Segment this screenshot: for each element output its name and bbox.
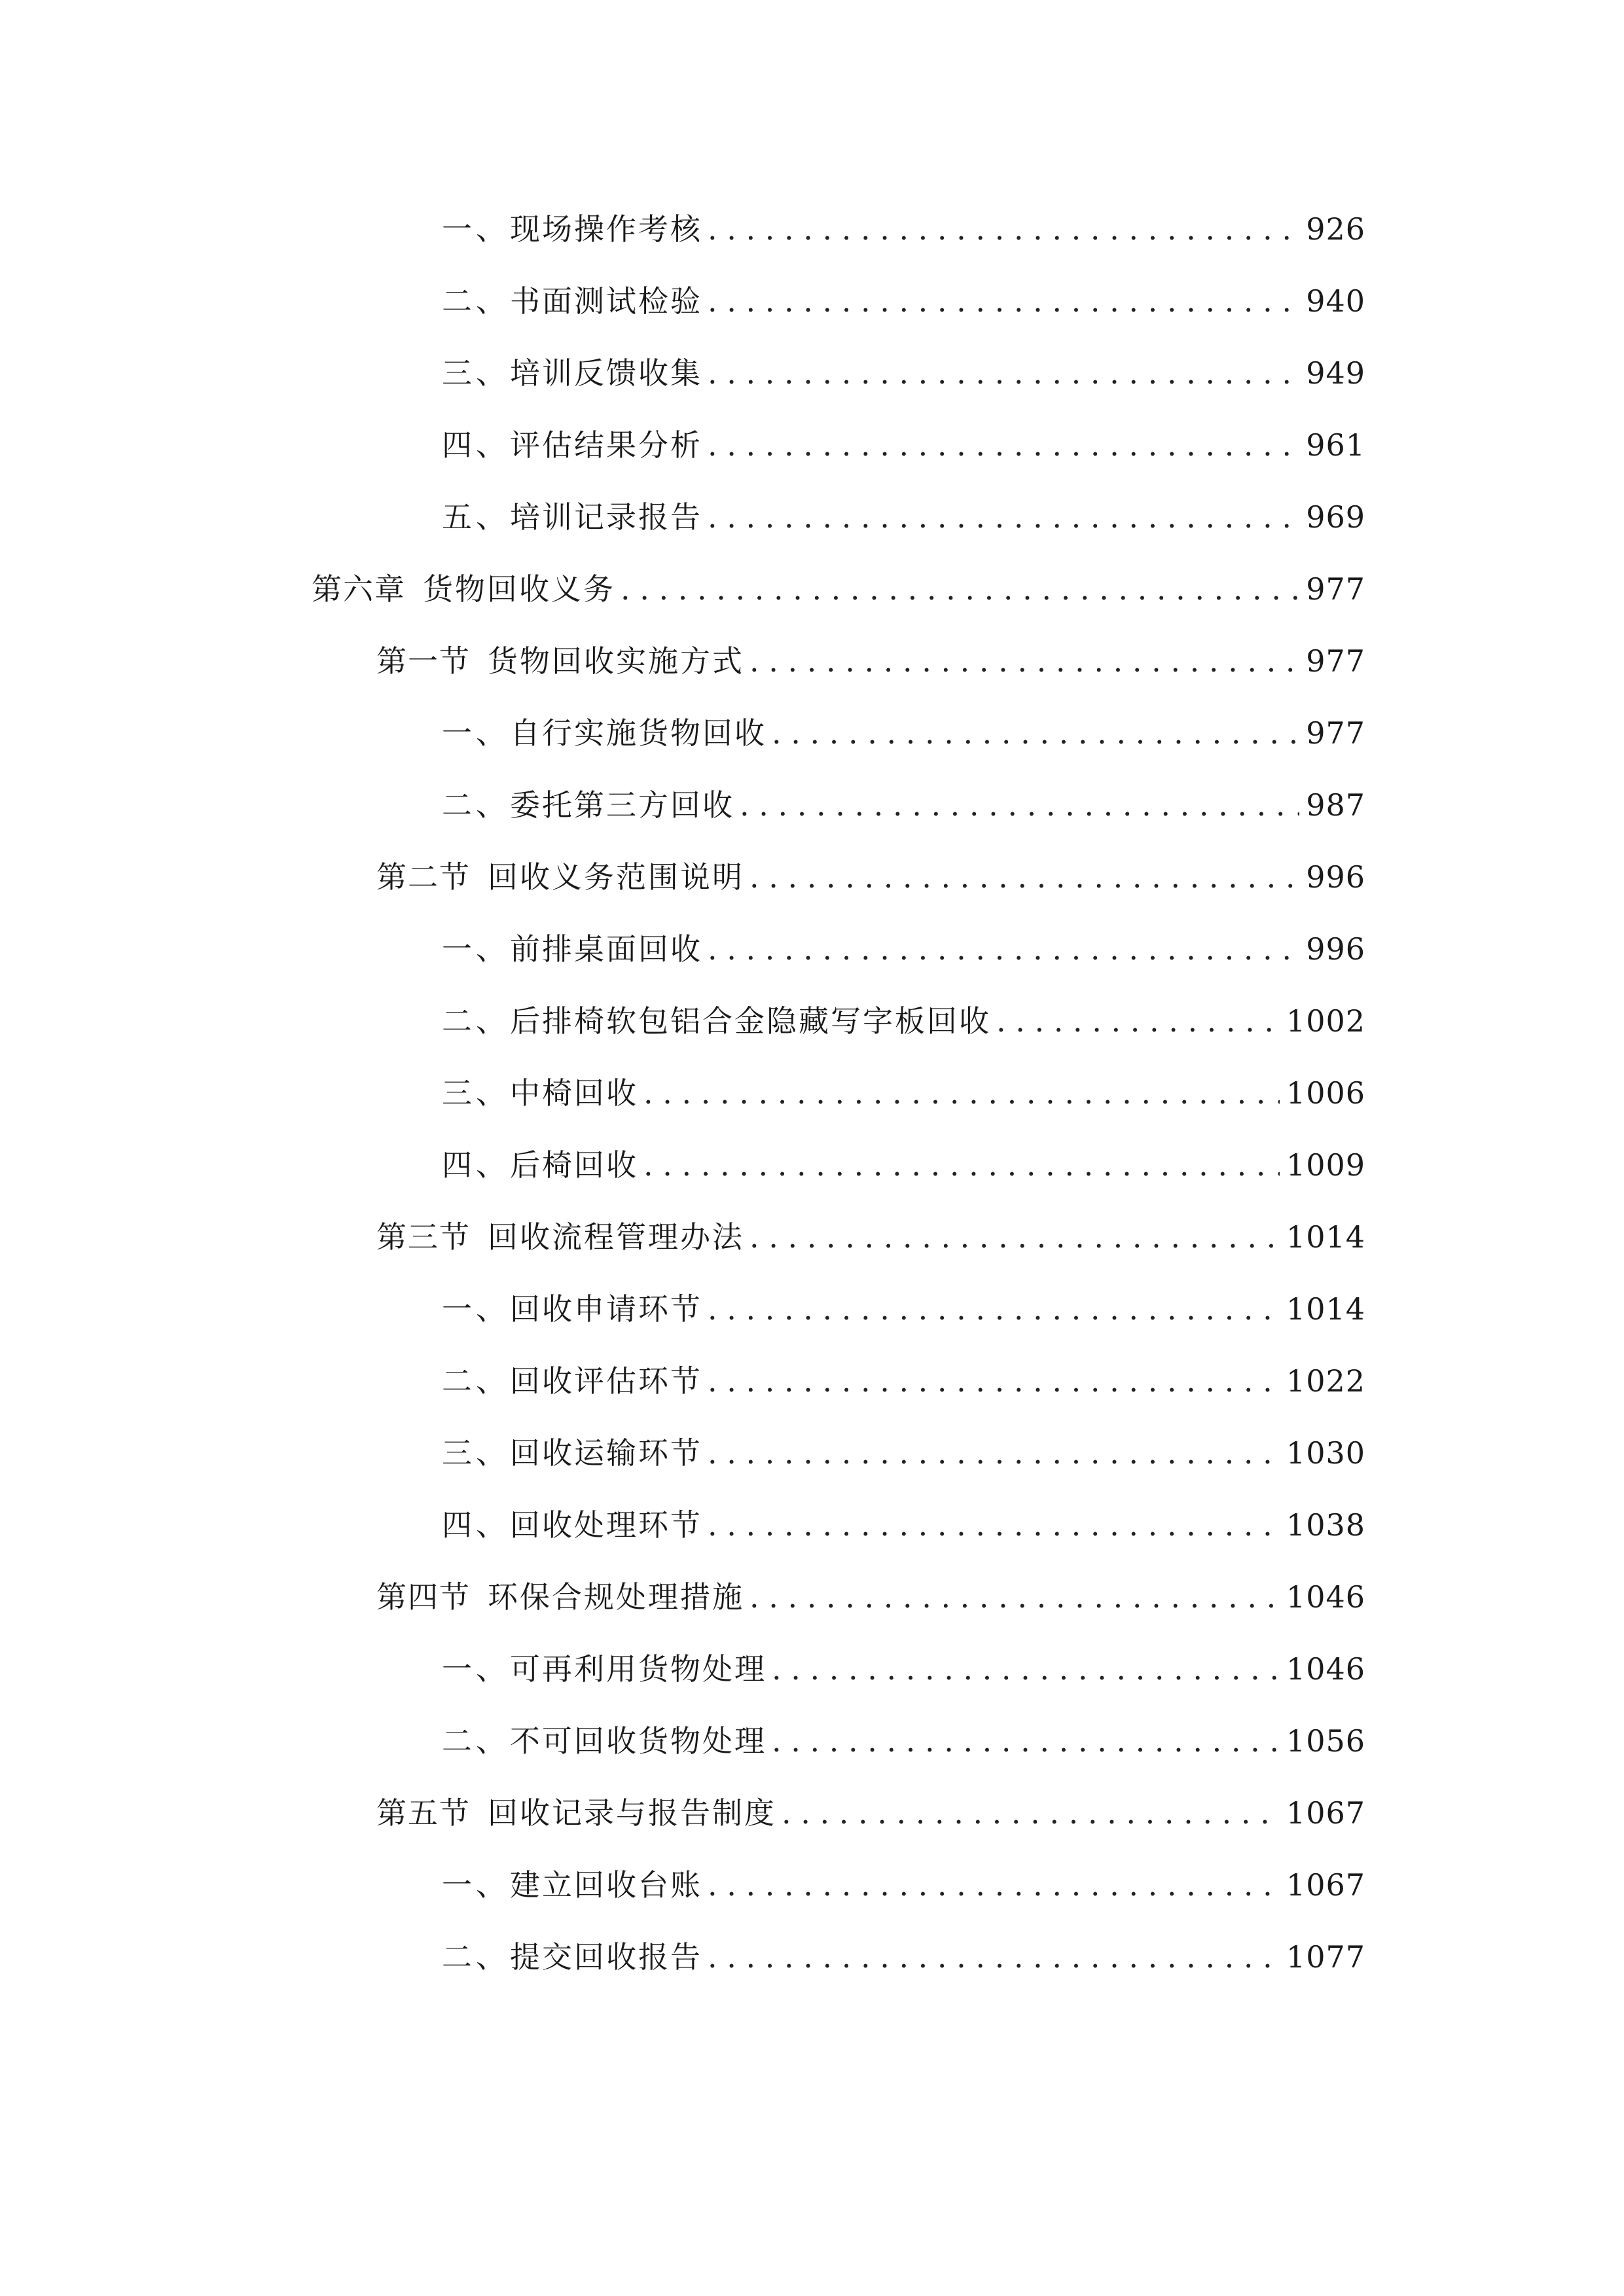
toc-entry-title: 回收流程管理办法 — [488, 1219, 744, 1255]
toc-entry-page: 977 — [1306, 571, 1365, 607]
toc-section-entry[interactable] — [376, 1571, 1365, 1623]
toc-entry[interactable] — [442, 1139, 1365, 1191]
toc-entry-page: 1014 — [1286, 1219, 1365, 1255]
toc-entry[interactable] — [442, 707, 1365, 759]
toc-entry[interactable] — [442, 1355, 1365, 1407]
dot-leader — [782, 1787, 1280, 1839]
dot-leader — [740, 779, 1299, 831]
dot-leader — [772, 1643, 1280, 1695]
toc-entry-number: 三、 — [442, 355, 510, 391]
toc-entry[interactable] — [442, 491, 1365, 543]
toc-entry-number: 第四节 — [376, 1579, 471, 1615]
toc-entry-page: 1077 — [1286, 1939, 1365, 1975]
dot-leader — [749, 1571, 1280, 1623]
toc-entry-title: 回收运输环节 — [510, 1435, 702, 1471]
toc-entry-number: 第三节 — [376, 1219, 471, 1255]
toc-section-entry[interactable] — [376, 635, 1365, 687]
toc-entry[interactable] — [442, 1499, 1365, 1551]
toc-entry-number: 二、 — [442, 1003, 510, 1039]
toc-entry-title: 前排桌面回收 — [510, 931, 702, 967]
toc-entry-title: 培训记录报告 — [510, 499, 702, 535]
toc-entry-title: 现场操作考核 — [510, 211, 702, 247]
toc-entry-number: 一、 — [442, 715, 510, 751]
dot-leader — [643, 1139, 1280, 1191]
toc-entry-page: 949 — [1306, 355, 1365, 391]
toc-entry-title: 回收记录与报告制度 — [488, 1795, 776, 1831]
toc-entry-page: 1002 — [1286, 1003, 1365, 1039]
dot-leader — [708, 275, 1299, 327]
toc-entry-number: 四、 — [442, 1507, 510, 1543]
toc-entry-number: 二、 — [442, 283, 510, 319]
toc-entry-page: 996 — [1306, 859, 1365, 895]
toc-entry[interactable] — [442, 1715, 1365, 1767]
dot-leader — [708, 1427, 1280, 1479]
toc-entry-number: 二、 — [442, 1363, 510, 1399]
toc-entry-title: 可再利用货物处理 — [510, 1651, 767, 1687]
toc-entry-page: 1006 — [1286, 1075, 1365, 1111]
toc-entry[interactable] — [442, 347, 1365, 399]
dot-leader — [708, 491, 1299, 543]
toc-entry-number: 二、 — [442, 1939, 510, 1975]
dot-leader — [708, 1859, 1280, 1911]
toc-entry-number: 二、 — [442, 1723, 510, 1759]
dot-leader — [749, 851, 1299, 903]
toc-entry[interactable] — [442, 275, 1365, 327]
toc-entry[interactable] — [442, 1427, 1365, 1479]
toc-entry-number: 四、 — [442, 1147, 510, 1183]
toc-entry-title: 环保合规处理措施 — [488, 1579, 744, 1615]
toc-entry-title: 回收义务范围说明 — [488, 859, 744, 895]
toc-entry-title: 中椅回收 — [510, 1075, 638, 1111]
toc-entry-page: 1009 — [1286, 1147, 1365, 1183]
toc-entry-title: 提交回收报告 — [510, 1939, 702, 1975]
toc-entry-title: 货物回收实施方式 — [488, 643, 744, 679]
toc-entry[interactable] — [442, 1283, 1365, 1335]
toc-section-entry[interactable] — [376, 1211, 1365, 1263]
toc-entry-page: 1022 — [1286, 1363, 1365, 1399]
dot-leader — [708, 419, 1299, 471]
toc-entry-page: 1067 — [1286, 1867, 1365, 1903]
toc-entry-title: 培训反馈收集 — [510, 355, 702, 391]
toc-entry[interactable] — [442, 923, 1365, 975]
dot-leader — [772, 1715, 1280, 1767]
toc-entry-number: 第六章 — [312, 571, 406, 607]
toc-entry-page: 1046 — [1286, 1651, 1365, 1687]
toc-entry-page: 1046 — [1286, 1579, 1365, 1615]
toc-entry-number: 二、 — [442, 787, 510, 823]
toc-entry-number: 第一节 — [376, 643, 471, 679]
toc-entry-page: 977 — [1306, 715, 1365, 751]
toc-entry-title: 回收评估环节 — [510, 1363, 702, 1399]
toc-entry-page: 1067 — [1286, 1795, 1365, 1831]
dot-leader — [996, 995, 1280, 1047]
dot-leader — [708, 347, 1299, 399]
toc-entry-title: 货物回收义务 — [423, 571, 615, 607]
toc-entry-title: 自行实施货物回收 — [510, 715, 767, 751]
toc-entry-title: 委托第三方回收 — [510, 787, 734, 823]
toc-entry[interactable] — [442, 1643, 1365, 1695]
toc-entry-page: 977 — [1306, 643, 1365, 679]
dot-leader — [643, 1067, 1280, 1119]
toc-entry-number: 一、 — [442, 1867, 510, 1903]
dot-leader — [708, 203, 1299, 255]
toc-entry-page: 1056 — [1286, 1723, 1365, 1759]
toc-entry-page: 996 — [1306, 931, 1365, 967]
toc-entry-number: 一、 — [442, 211, 510, 247]
dot-leader — [708, 1283, 1280, 1335]
toc-section-entry[interactable] — [376, 1787, 1365, 1839]
toc-entry[interactable] — [442, 1067, 1365, 1119]
toc-entry[interactable] — [442, 1859, 1365, 1911]
toc-entry-page: 940 — [1306, 283, 1365, 319]
toc-entry-title: 评估结果分析 — [510, 427, 702, 463]
dot-leader — [708, 1931, 1280, 1983]
toc-entry-number: 四、 — [442, 427, 510, 463]
toc-entry-page: 1038 — [1286, 1507, 1365, 1543]
toc-entry-number: 一、 — [442, 931, 510, 967]
dot-leader — [708, 1499, 1280, 1551]
toc-section-entry[interactable] — [376, 851, 1365, 903]
toc-entry-page: 987 — [1306, 787, 1365, 823]
toc-entry-number: 一、 — [442, 1291, 510, 1327]
toc-entry-page: 1014 — [1286, 1291, 1365, 1327]
dot-leader — [749, 635, 1299, 687]
dot-leader — [708, 1355, 1280, 1407]
toc-entry-number: 第五节 — [376, 1795, 471, 1831]
toc-entry-number: 三、 — [442, 1435, 510, 1471]
toc-entry-title: 回收申请环节 — [510, 1291, 702, 1327]
toc-entry-page: 969 — [1306, 499, 1365, 535]
dot-leader — [621, 563, 1299, 615]
toc-entry-number: 一、 — [442, 1651, 510, 1687]
toc-entry-page: 926 — [1306, 211, 1365, 247]
toc-entry-number: 三、 — [442, 1075, 510, 1111]
toc-chapter-entry[interactable] — [312, 563, 1365, 615]
toc-entry[interactable] — [442, 1931, 1365, 1983]
dot-leader — [772, 707, 1299, 759]
toc-entry-number: 第二节 — [376, 859, 471, 895]
toc-entry-page: 1030 — [1286, 1435, 1365, 1471]
toc-entry-title: 书面测试检验 — [510, 283, 702, 319]
toc-entry[interactable] — [442, 995, 1365, 1047]
toc-entry[interactable] — [442, 203, 1365, 255]
toc-entry-title: 不可回收货物处理 — [510, 1723, 767, 1759]
toc-entry[interactable] — [442, 419, 1365, 471]
toc-entry-page: 961 — [1306, 427, 1365, 463]
dot-leader — [749, 1211, 1280, 1263]
toc-entry-title: 建立回收台账 — [510, 1867, 702, 1903]
toc-entry-title: 后排椅软包铝合金隐藏写字板回收 — [510, 1003, 991, 1039]
toc-entry-title: 回收处理环节 — [510, 1507, 702, 1543]
toc-entry[interactable] — [442, 779, 1365, 831]
dot-leader — [708, 923, 1299, 975]
toc-entry-title: 后椅回收 — [510, 1147, 638, 1183]
toc-entry-number: 五、 — [442, 499, 510, 535]
